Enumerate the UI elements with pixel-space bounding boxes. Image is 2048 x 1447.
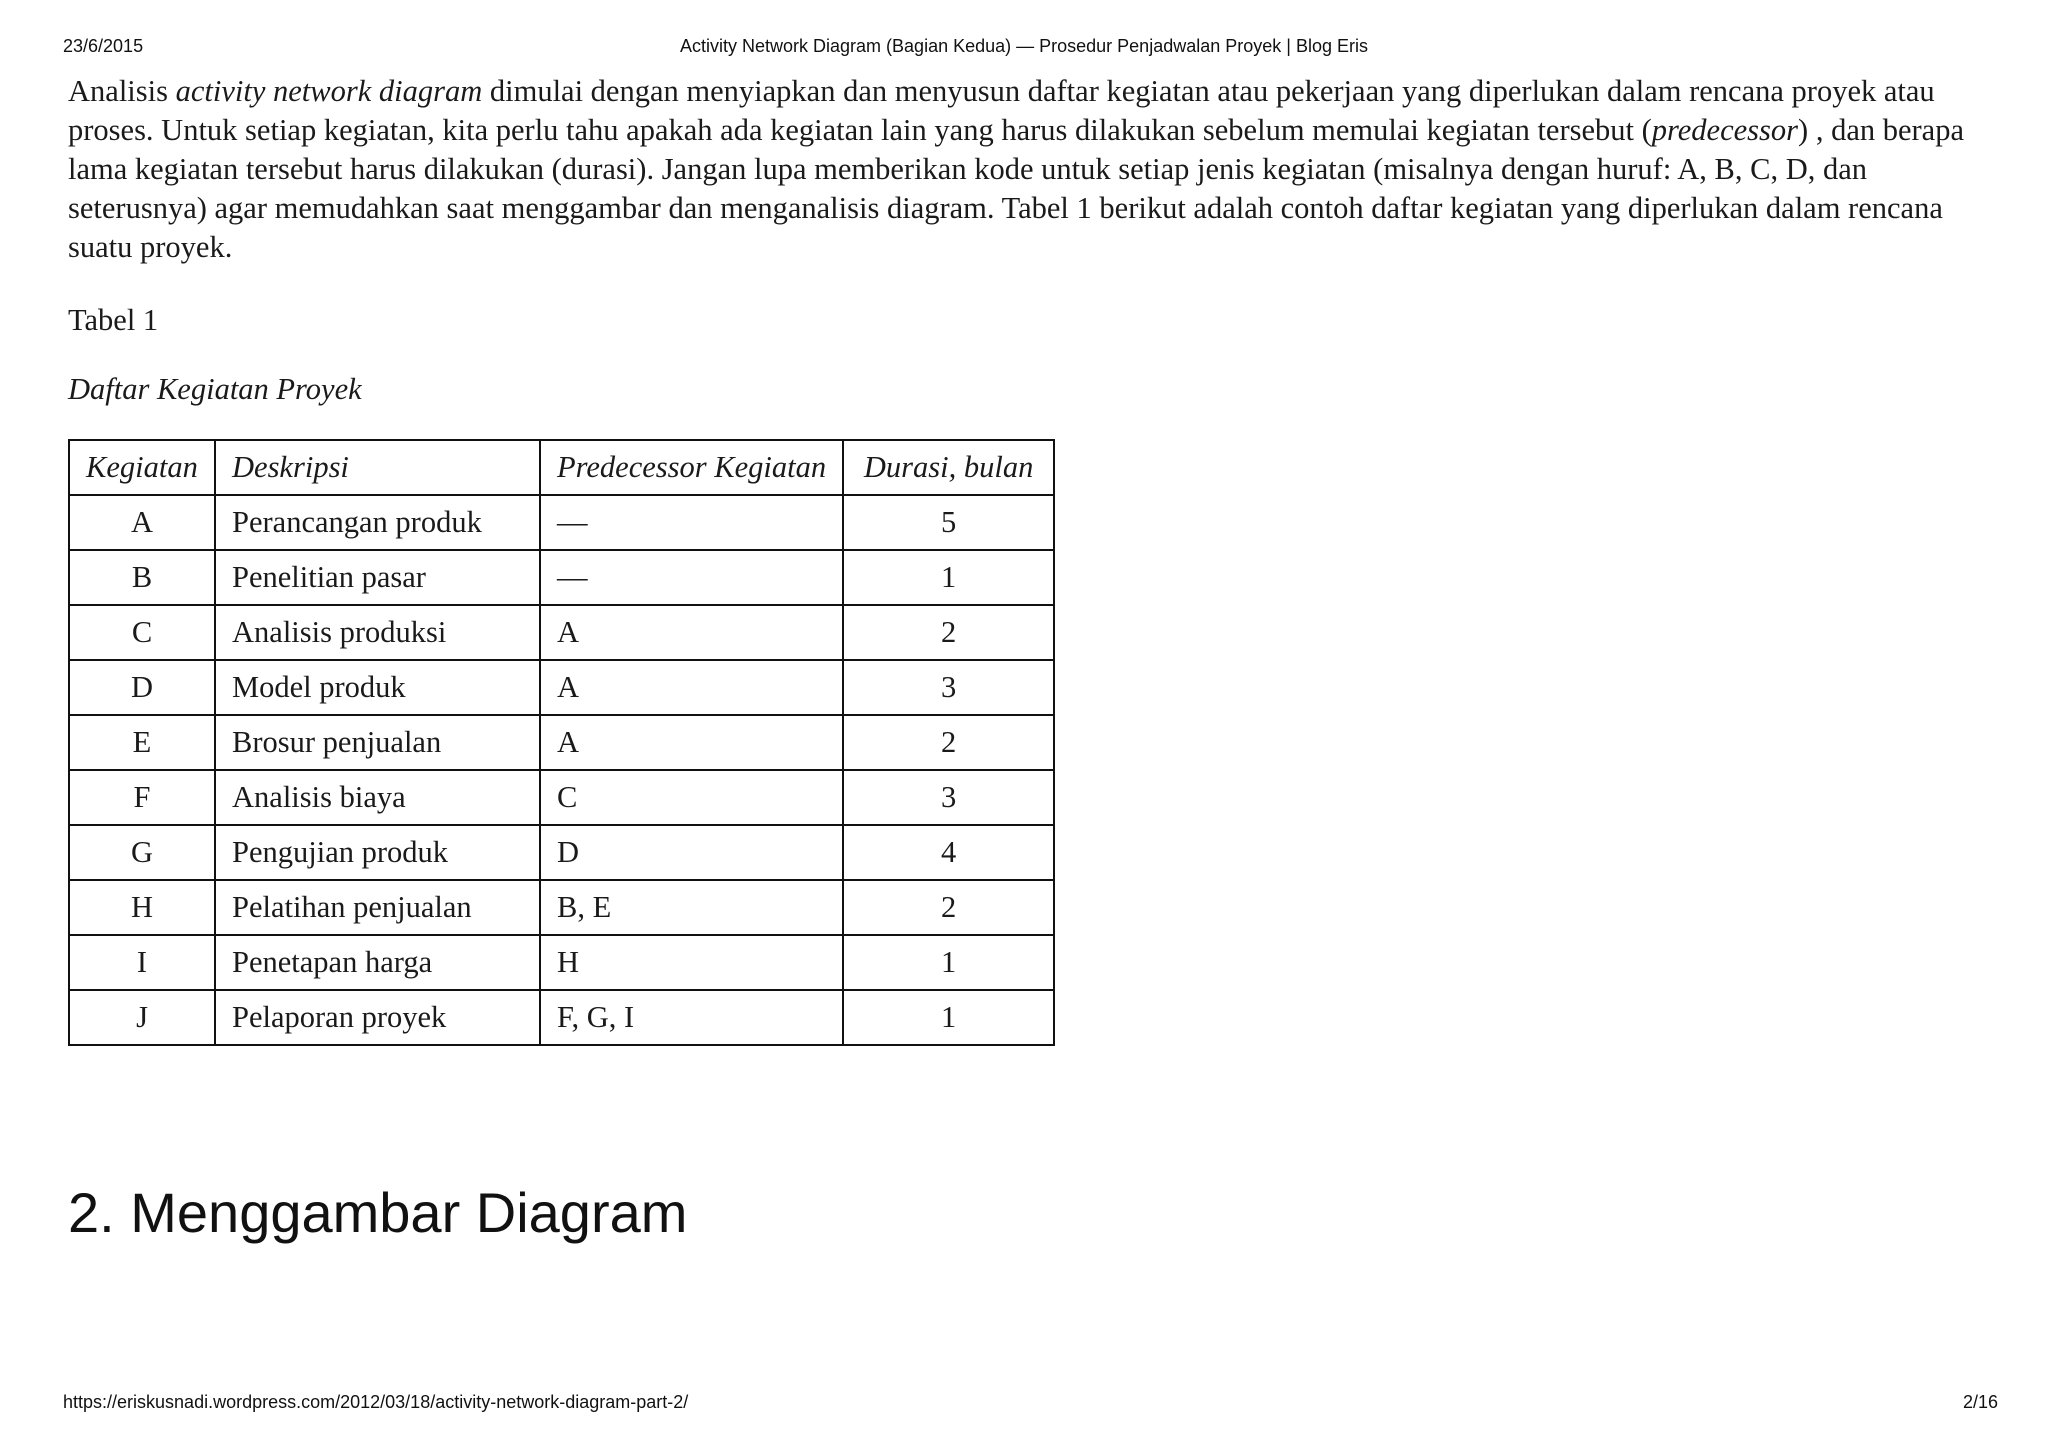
cell-predecessor: A [540,605,843,660]
intro-paragraph [68,72,1998,267]
table-row [69,495,1054,550]
cell-predecessor: C [540,770,843,825]
header-predecessor: Predecessor Kegiatan [540,440,843,495]
cell-kegiatan: J [69,990,215,1045]
cell-durasi: 2 [843,605,1054,660]
activity-table [68,439,1055,1046]
section-heading: 2. Menggambar Diagram [68,1181,688,1244]
cell-deskripsi: Perancangan produk [215,495,540,550]
table-row [69,990,1054,1045]
cell-predecessor: A [540,660,843,715]
header-kegiatan: Kegiatan [69,440,215,495]
cell-predecessor: B, E [540,880,843,935]
cell-kegiatan: D [69,660,215,715]
cell-deskripsi: Model produk [215,660,540,715]
page-url: https://eriskusnadi.wordpress.com/2012/03/18/activity-network-diagram-part-2/ [63,1392,689,1412]
cell-durasi: 2 [843,715,1054,770]
header-durasi: Durasi, bulan [843,440,1054,495]
table-row [69,550,1054,605]
cell-deskripsi: Analisis biaya [215,770,540,825]
header-deskripsi: Deskripsi [215,440,540,495]
cell-deskripsi: Penetapan harga [215,935,540,990]
cell-durasi: 1 [843,550,1054,605]
table-row [69,825,1054,880]
cell-predecessor: H [540,935,843,990]
document-title: Activity Network Diagram (Bagian Kedua) — Prosedur Penjadwalan Proyek | Blog Eris [680,36,1368,56]
cell-kegiatan: F [69,770,215,825]
cell-kegiatan: C [69,605,215,660]
paragraph-text-1: Analisis [68,74,176,108]
cell-predecessor: F, G, I [540,990,843,1045]
article-content [68,72,1998,1046]
cell-kegiatan: G [69,825,215,880]
cell-deskripsi: Pelatihan penjualan [215,880,540,935]
cell-kegiatan: H [69,880,215,935]
table-row [69,880,1054,935]
cell-deskripsi: Pengujian produk [215,825,540,880]
paragraph-text-3: ) , dan berapa lama kegiatan tersebut harus dilakukan (durasi). Jangan lupa memberikan kode untuk setiap jenis kegiatan (misalnya dengan huruf: A, B, C, D, dan seterusnya) agar memudahkan saat menggambar dan menganalisis diagram. Tabel 1 berikut adalah contoh daftar kegiatan yang diperlukan dalam rencana suatu proyek. [68,113,1964,264]
cell-durasi: 1 [843,935,1054,990]
table-row [69,660,1054,715]
cell-predecessor: — [540,550,843,605]
cell-predecessor: — [540,495,843,550]
cell-predecessor: D [540,825,843,880]
paragraph-italic-term-1: activity network diagram [175,74,483,108]
print-date: 23/6/2015 [63,36,144,56]
cell-deskripsi: Analisis produksi [215,605,540,660]
cell-durasi: 2 [843,880,1054,935]
paragraph-text-2: dimulai dengan menyiapkan dan menyusun daftar kegiatan atau pekerjaan yang diperlukan dalam rencana proyek atau proses. Untuk setiap kegiatan, kita perlu tahu apakah ada kegiatan lain yang harus dilakukan sebelum memulai kegiatan tersebut ( [68,74,1935,147]
page-number: 2/16 [1962,1392,1998,1412]
cell-kegiatan: A [69,495,215,550]
table-row [69,715,1054,770]
cell-predecessor: A [540,715,843,770]
table-label: Tabel 1 [68,303,159,337]
cell-durasi: 1 [843,990,1054,1045]
cell-deskripsi: Penelitian pasar [215,550,540,605]
cell-kegiatan: B [69,550,215,605]
cell-durasi: 3 [843,770,1054,825]
cell-kegiatan: I [69,935,215,990]
table-header-row [69,440,1054,495]
cell-deskripsi: Pelaporan proyek [215,990,540,1045]
table-row [69,605,1054,660]
table-caption: Daftar Kegiatan Proyek [68,372,362,406]
paragraph-italic-term-2: predecessor [1651,113,1799,147]
cell-durasi: 4 [843,825,1054,880]
print-header [0,36,2048,60]
cell-durasi: 5 [843,495,1054,550]
table-row [69,770,1054,825]
print-footer [0,1392,2048,1416]
cell-durasi: 3 [843,660,1054,715]
cell-deskripsi: Brosur penjualan [215,715,540,770]
table-row [69,935,1054,990]
cell-kegiatan: E [69,715,215,770]
